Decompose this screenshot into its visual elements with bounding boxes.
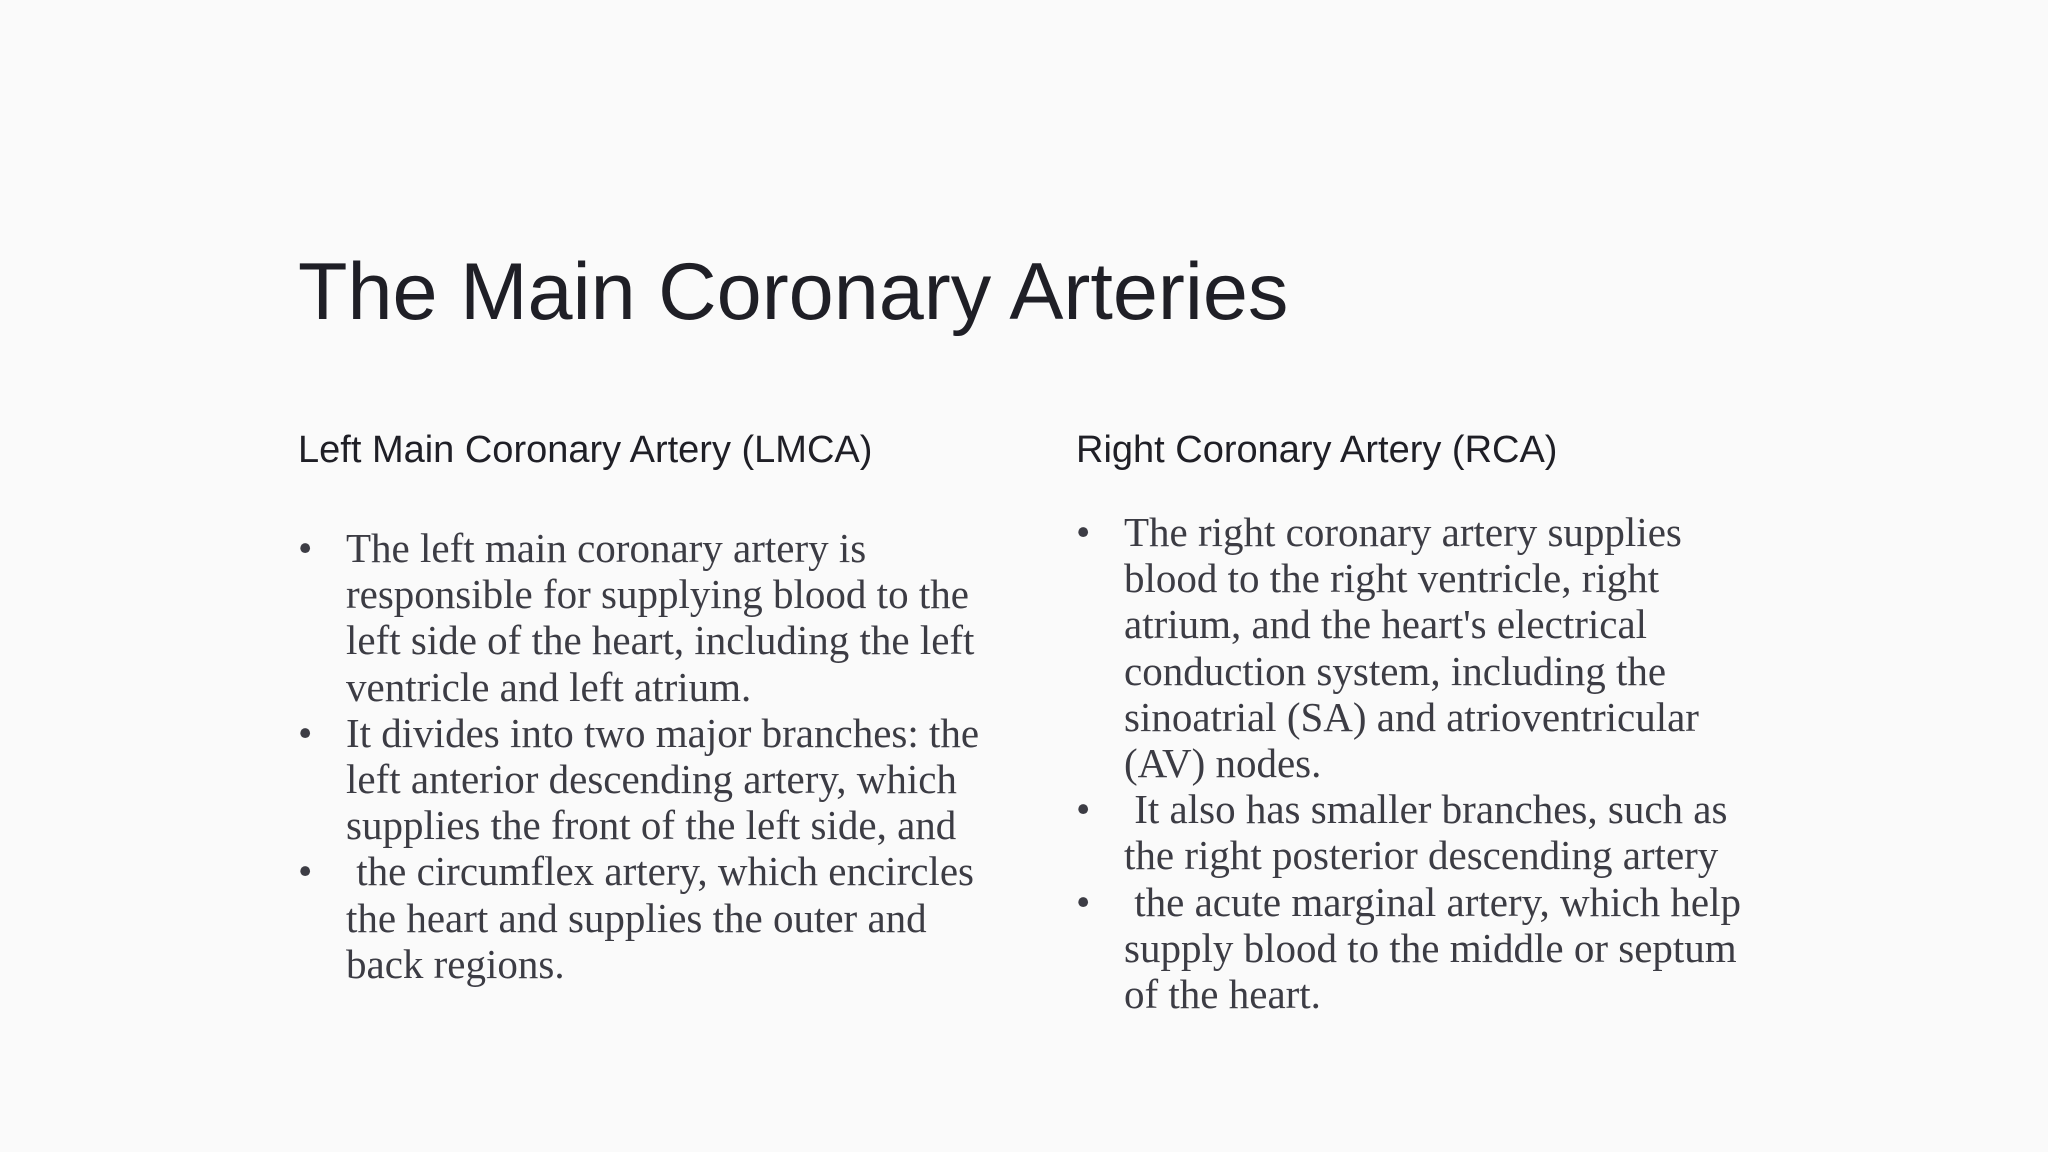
left-column-heading: Left Main Coronary Artery (LMCA) [298,429,873,471]
list-item [1076,509,1766,786]
slide-title: The Main Coronary Arteries [298,247,1289,337]
bullet-text: It divides into two major branches: the left anterior descending artery, which supplies the front of the left side, and [346,709,980,849]
bullet-text: The left main coronary artery is responsible for supplying blood to the left side of the heart, including the left ventricle and left atrium. [346,525,975,710]
right-column-heading: Right Coronary Artery (RCA) [1076,429,1558,471]
list-item [1076,786,1766,878]
list-item [298,710,988,849]
bullet-icon: • [1076,786,1091,833]
bullet-text: The right coronary artery supplies blood to the right ventricle, right atrium, and the heart's electrical conduction system, including the sinoatrial (SA) and atrioventricular (AV) nodes. [1124,509,1699,787]
bullet-icon: • [298,848,313,895]
bullet-icon: • [298,709,313,756]
list-item [1076,879,1766,1018]
bullet-text: the acute marginal artery, which help supply blood to the middle or septum of the heart. [1124,878,1752,1018]
left-bullet-list [298,525,988,987]
bullet-icon: • [298,525,313,571]
list-item [298,848,988,987]
list-item [298,525,988,710]
bullet-text: It also has smaller branches, such as the right posterior descending artery [1124,786,1738,879]
right-bullet-list [1076,509,1766,1017]
bullet-text: the circumflex artery, which encircles the heart and supplies the outer and back regions. [346,848,985,987]
bullet-icon: • [1076,509,1091,555]
bullet-icon: • [1076,878,1091,925]
